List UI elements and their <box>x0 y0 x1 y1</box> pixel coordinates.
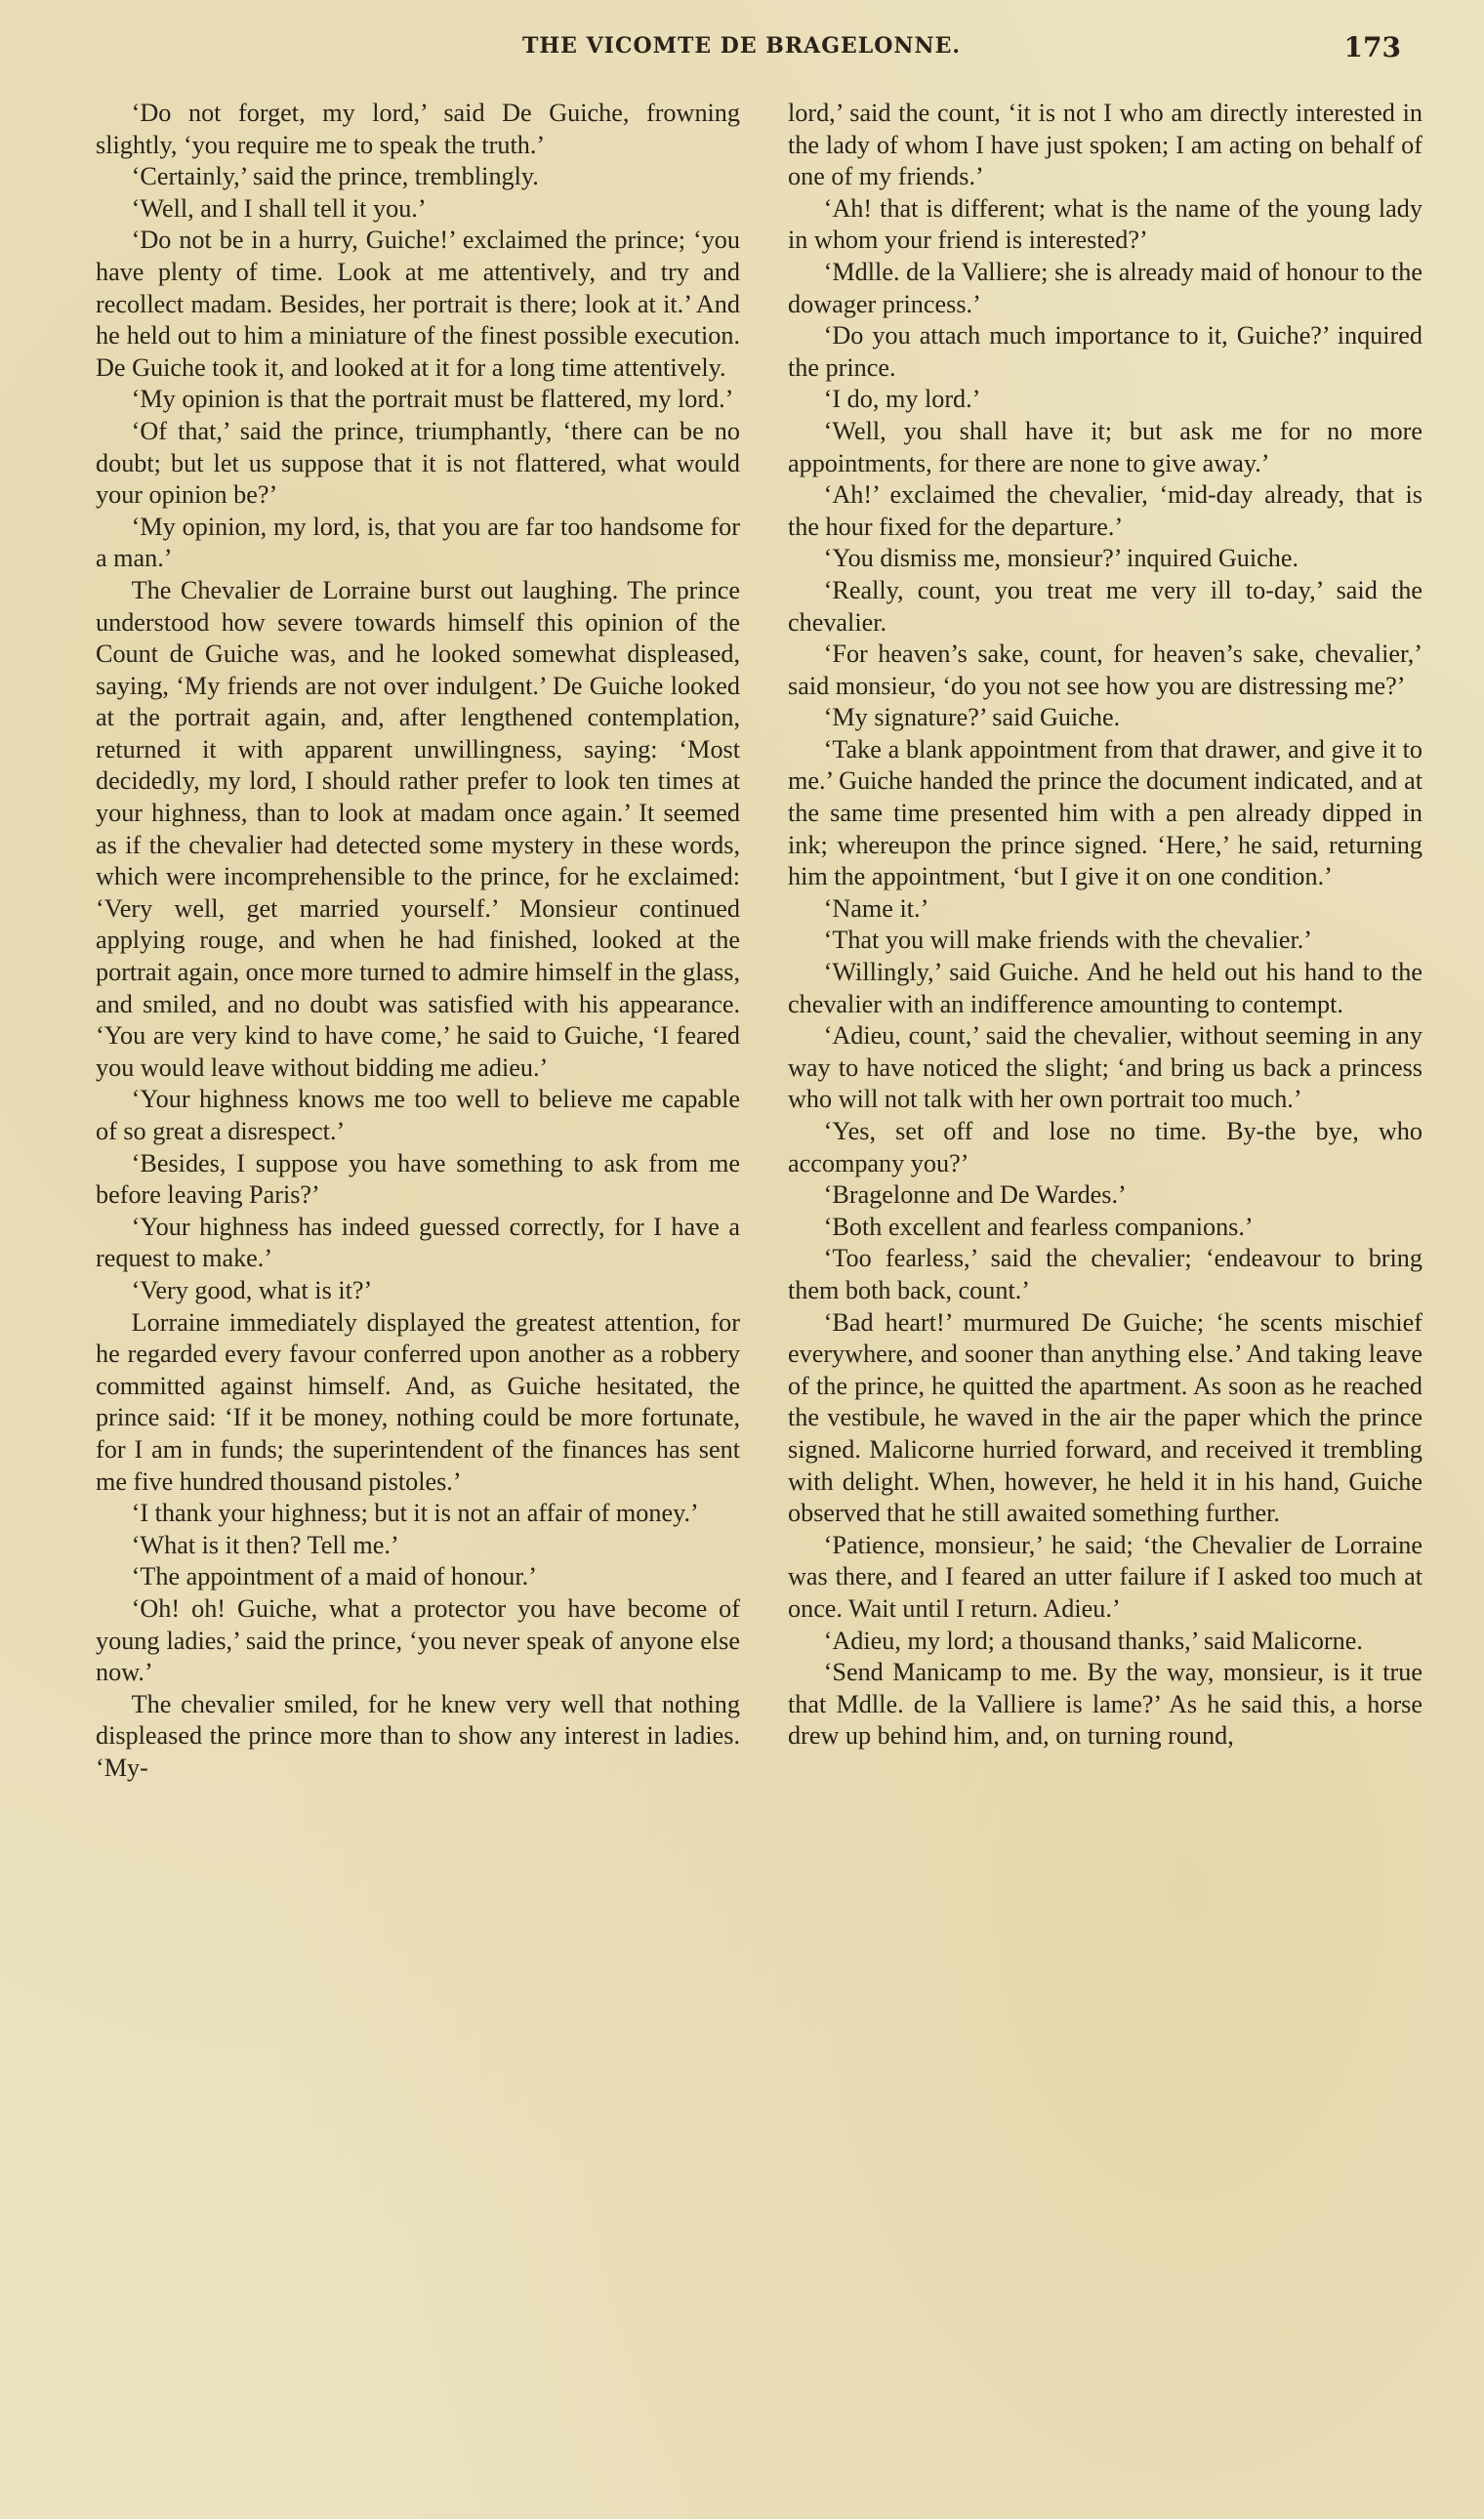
paragraph: ‘My opinion, my lord, is, that you are far too handsome for a man.’ <box>96 512 740 573</box>
paragraph: ‘Very good, what is it?’ <box>131 1275 373 1304</box>
paragraph: ‘Willingly,’ said Guiche. And he held out his hand to the chevalier with an indifference amounting to contempt. <box>788 958 1422 1018</box>
paragraph: ‘For heaven’s sake, count, for heaven’s sake, chevalier,’ said monsieur, ‘do you not see how you are distressing me?’ <box>788 640 1422 700</box>
paragraph: ‘My signature?’ said Guiche. <box>823 703 1121 732</box>
paragraph: ‘Your highness has indeed guessed correctly, for I have a request to make.’ <box>96 1212 740 1273</box>
right-column <box>788 98 1422 1753</box>
paragraph: ‘Both excellent and fearless companions.’ <box>823 1212 1254 1241</box>
paragraph: ‘Really, count, you treat me very ill to-day,’ said the chevalier. <box>788 575 1422 637</box>
paragraph: ‘Of that,’ said the prince, triumphantly, ‘there can be no doubt; but let us suppose that it is not flattered, what would your opinion be?’ <box>96 416 740 510</box>
paragraph: ‘Take a blank appointment from that drawer, and give it to me.’ Guiche handed the prince the document indicated, and at the same time presented him with a pen already dipped in ink; whereupon the prince signed. ‘Here,’ he said, returning him the appointment, ‘but I give it on one condition.’ <box>788 734 1422 891</box>
paragraph: ‘Your highness knows me too well to believe me capable of so great a disrespect.’ <box>96 1085 740 1145</box>
paragraph: ‘Bragelonne and De Wardes.’ <box>823 1180 1127 1210</box>
paragraph: ‘Besides, I suppose you have something to ask from me before leaving Paris?’ <box>96 1148 740 1210</box>
paragraph: ‘Mdlle. de la Valliere; she is already maid of honour to the dowager princess.’ <box>788 257 1422 318</box>
paragraph: ‘You dismiss me, monsieur?’ inquired Guiche. <box>823 544 1299 573</box>
paragraph: ‘What is it then? Tell me.’ <box>131 1530 399 1559</box>
paragraph: Lorraine immediately displayed the greatest attention, for he regarded every favour conferred upon another as a robbery committed against himself. And, as Guiche hesitated, the prince said: ‘If it be money, nothing could be more fortunate, for I am in funds; the superintendent of the finances has sent me five hundred thousand pistoles.’ <box>96 1307 740 1496</box>
paragraph: The Chevalier de Lorraine burst out laughing. The prince understood how severe towards himself this opinion of the Count de Guiche was, and he looked somewhat displeased, saying, ‘My friends are not over indulgent.’ De Guiche looked at the portrait again, and, after lengthened contemplation, returned it with apparent unwillingness, saying: ‘Most decidedly, my lord, I should rather prefer to look ten times at your highness, than to look at madam once again.’ It seemed as if the chevalier had detected some mystery in these words, which were incomprehensible to the prince, for he exclaimed: ‘Very well, get married yourself.’ Monsieur continued applying rouge, and when he had finished, looked at the portrait again, once more turned to admire himself in the glass, and smiled, and no doubt was satisfied with his appearance. ‘You are very kind to have come,’ he said to Guiche, ‘I feared you would leave without bidding me adieu.’ <box>96 575 740 1082</box>
paragraph: ‘Name it.’ <box>823 893 929 923</box>
paragraph: ‘Well, you shall have it; but ask me for no more appointments, for there are none to give away.’ <box>788 416 1422 477</box>
paragraph: ‘Adieu, count,’ said the chevalier, without seeming in any way to have noticed the slight; ‘and bring us back a princess who will not talk with her own portrait too much.’ <box>788 1021 1422 1114</box>
paragraph: ‘Ah!’ exclaimed the chevalier, ‘mid-day already, that is the hour fixed for the departure.’ <box>788 480 1422 541</box>
paragraph: ‘Do not be in a hurry, Guiche!’ exclaimed the prince; ‘you have plenty of time. Look at me attentively, and try and recollect madam. Besides, her portrait is there; look at it.’ And he held out to him a miniature of the finest possible execution. De Guiche took it, and looked at it for a long time attentively. <box>96 226 740 382</box>
paragraph: ‘I do, my lord.’ <box>823 385 981 414</box>
running-title: THE VICOMTE DE BRAGELONNE. <box>522 33 962 59</box>
page-header <box>522 33 1401 68</box>
paragraph: ‘The appointment of a maid of honour.’ <box>131 1562 537 1591</box>
paragraph: ‘Do not forget, my lord,’ said De Guiche, frowning slightly, ‘you require me to speak the truth.’ <box>96 99 740 159</box>
left-column <box>96 98 740 1784</box>
paragraph: ‘Certainly,’ said the prince, tremblingly. <box>131 162 539 191</box>
paragraph: ‘My opinion is that the portrait must be flattered, my lord.’ <box>131 385 734 414</box>
paragraph: ‘I thank your highness; but it is not an affair of money.’ <box>131 1499 699 1528</box>
paragraph: ‘Ah! that is different; what is the name of the young lady in whom your friend is interested?’ <box>788 193 1422 255</box>
page-number: 173 <box>1343 31 1401 63</box>
paragraph: ‘Send Manicamp to me. By the way, monsieur, is it true that Mdlle. de la Valliere is lame?’ As he said this, a horse drew up behind him, and, on turning round, <box>788 1658 1422 1751</box>
paragraph: ‘Do you attach much importance to it, Guiche?’ inquired the prince. <box>788 321 1422 382</box>
paragraph: ‘That you will make friends with the chevalier.’ <box>823 926 1312 955</box>
paragraph: ‘Yes, set off and lose no time. By-the bye, who accompany you?’ <box>788 1117 1422 1177</box>
paragraph: ‘Oh! oh! Guiche, what a protector you have become of young ladies,’ said the prince, ‘you never speak of anyone else now.’ <box>96 1593 740 1687</box>
paragraph: ‘Adieu, my lord; a thousand thanks,’ said Malicorne. <box>823 1626 1363 1655</box>
paragraph: ‘Too fearless,’ said the chevalier; ‘endeavour to bring them both back, count.’ <box>788 1244 1422 1304</box>
paragraph: ‘Well, and I shall tell it you.’ <box>131 193 427 223</box>
paragraph: ‘Bad heart!’ murmured De Guiche; ‘he scents mischief everywhere, and sooner than anything else.’ And taking leave of the prince, he quitted the apartment. As soon as he reached the vestibule, he waved in the air the paper which the prince signed. Malicorne hurried forward, and received it trembling with delight. When, however, he held it in his hand, Guiche observed that he still awaited something further. <box>788 1307 1422 1528</box>
paragraph: The chevalier smiled, for he knew very well that nothing displeased the prince more than to show any interest in ladies. ‘My- <box>96 1689 740 1782</box>
paragraph: ‘Patience, monsieur,’ he said; ‘the Chevalier de Lorraine was there, and I feared an utter failure if I asked too much at once. Wait until I return. Adieu.’ <box>788 1530 1422 1623</box>
paragraph: lord,’ said the count, ‘it is not I who am directly interested in the lady of whom I have just spoken; I am acting on behalf of one of my friends.’ <box>788 99 1422 191</box>
